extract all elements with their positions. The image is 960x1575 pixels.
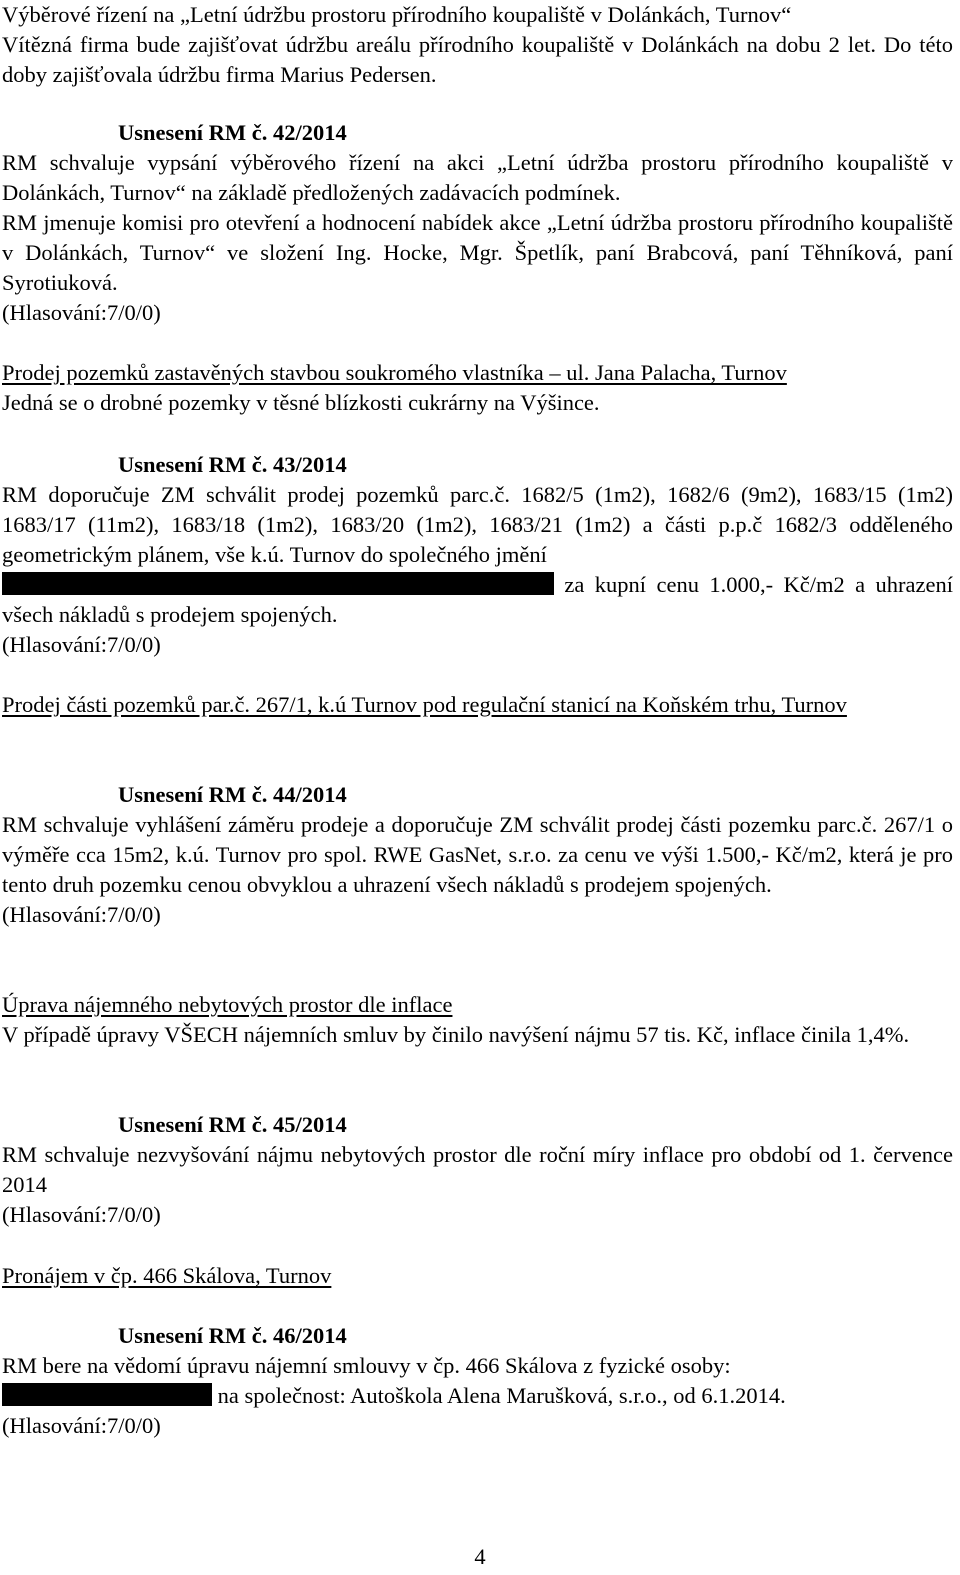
resolution-text: RM doporučuje ZM schválit prodej pozemků parc.č. 1682/5 (1m2), 1682/6 (9m2), 1683/15 (1m2) 1683/17 (11m2), 1683/18 (1m2), 1683/20 (1m2), 1683/21 (1m2) a části p.p.č 1682/3 odděleného geometrickým plánem, vše k.ú. Turnov do společného jmění	[2, 482, 953, 567]
resolution-44	[2, 780, 953, 930]
section-prodej-palacha	[2, 358, 953, 418]
section-heading: Prodej části pozemků par.č. 267/1, k.ú Turnov pod regulační stanicí na Koňském trhu, Turnov	[2, 692, 847, 717]
resolution-title: Usnesení RM č. 44/2014	[118, 782, 347, 807]
vote-result: (Hlasování:7/0/0)	[2, 1202, 161, 1227]
resolution-43	[2, 450, 953, 660]
vote-result: (Hlasování:7/0/0)	[2, 1413, 161, 1438]
resolution-text: RM schvaluje vypsání výběrového řízení na akci „Letní údržba prostoru přírodního koupaliště v Dolánkách, Turnov“ na základě předložených zadávacích podmínek.	[2, 150, 953, 205]
section-uprava-najemneho	[2, 990, 953, 1050]
section-intro: Jedná se o drobné pozemky v těsné blízkosti cukrárny na Výšince.	[2, 390, 600, 415]
section-heading: Výběrové řízení na „Letní údržbu prostoru přírodního koupaliště v Dolánkách, Turnov“	[2, 2, 792, 27]
page-number: 4	[474, 1544, 486, 1569]
vote-result: (Hlasování:7/0/0)	[2, 632, 161, 657]
resolution-title: Usnesení RM č. 42/2014	[118, 120, 347, 145]
vote-result: (Hlasování:7/0/0)	[2, 300, 161, 325]
resolution-text-continued	[2, 570, 953, 630]
section-letni-udrzba	[2, 0, 953, 90]
vote-result: (Hlasování:7/0/0)	[2, 902, 161, 927]
resolution-text-tail: na společnost: Autoškola Alena Marušková, s.r.o., od 6.1.2014.	[217, 1383, 786, 1408]
resolution-text: RM schvaluje vyhlášení záměru prodeje a doporučuje ZM schválit prodej části pozemku parc.č. 267/1 o výměře cca 15m2, k.ú. Turnov pro spol. RWE GasNet, s.r.o. za cenu ve výši 1.500,- Kč/m2, která je pro tento druh pozemku cenou obvyklou a uhrazení všech nákladů s prodejem spojených.	[2, 812, 953, 897]
resolution-45	[2, 1110, 953, 1230]
resolution-text-continued	[2, 1381, 953, 1411]
resolution-46	[2, 1321, 953, 1441]
section-heading: Úprava nájemného nebytových prostor dle inflace	[2, 992, 453, 1017]
section-heading: Pronájem v čp. 466 Skálova, Turnov	[2, 1263, 332, 1288]
resolution-text: RM bere na vědomí úpravu nájemní smlouvy v čp. 466 Skálova z fyzické osoby:	[2, 1353, 731, 1378]
section-pronajem-skalova	[2, 1261, 953, 1291]
redaction-bar	[2, 1383, 212, 1406]
section-intro: V případě úpravy VŠECH nájemních smluv by činilo navýšení nájmu 57 tis. Kč, inflace činila 1,4%.	[2, 1022, 910, 1047]
redaction-bar	[2, 572, 554, 595]
resolution-42	[2, 118, 953, 328]
resolution-text: RM jmenuje komisi pro otevření a hodnocení nabídek akce „Letní údržba prostoru přírodního koupaliště v Dolánkách, Turnov“ ve složení Ing. Hocke, Mgr. Špetlík, paní Brabcová, paní Těhníková, paní Syrotiuková.	[2, 210, 953, 295]
resolution-title: Usnesení RM č. 46/2014	[118, 1323, 347, 1348]
section-heading: Prodej pozemků zastavěných stavbou soukromého vlastníka – ul. Jana Palacha, Turnov	[2, 360, 787, 385]
resolution-title: Usnesení RM č. 43/2014	[118, 452, 347, 477]
section-intro: Vítězná firma bude zajišťovat údržbu areálu přírodního koupaliště v Dolánkách na dobu 2 let. Do této doby zajišťovala údržbu firma Marius Pedersen.	[2, 32, 953, 87]
section-prodej-konsky-trh	[2, 690, 953, 720]
resolution-text: RM schvaluje nezvyšování nájmu nebytových prostor dle roční míry inflace pro období od 1. července 2014	[2, 1142, 953, 1197]
resolution-title: Usnesení RM č. 45/2014	[118, 1112, 347, 1137]
resolution-text-tail: za kupní cenu 1.000,- Kč/m2 a uhrazení všech nákladů s prodejem spojených.	[2, 572, 954, 627]
